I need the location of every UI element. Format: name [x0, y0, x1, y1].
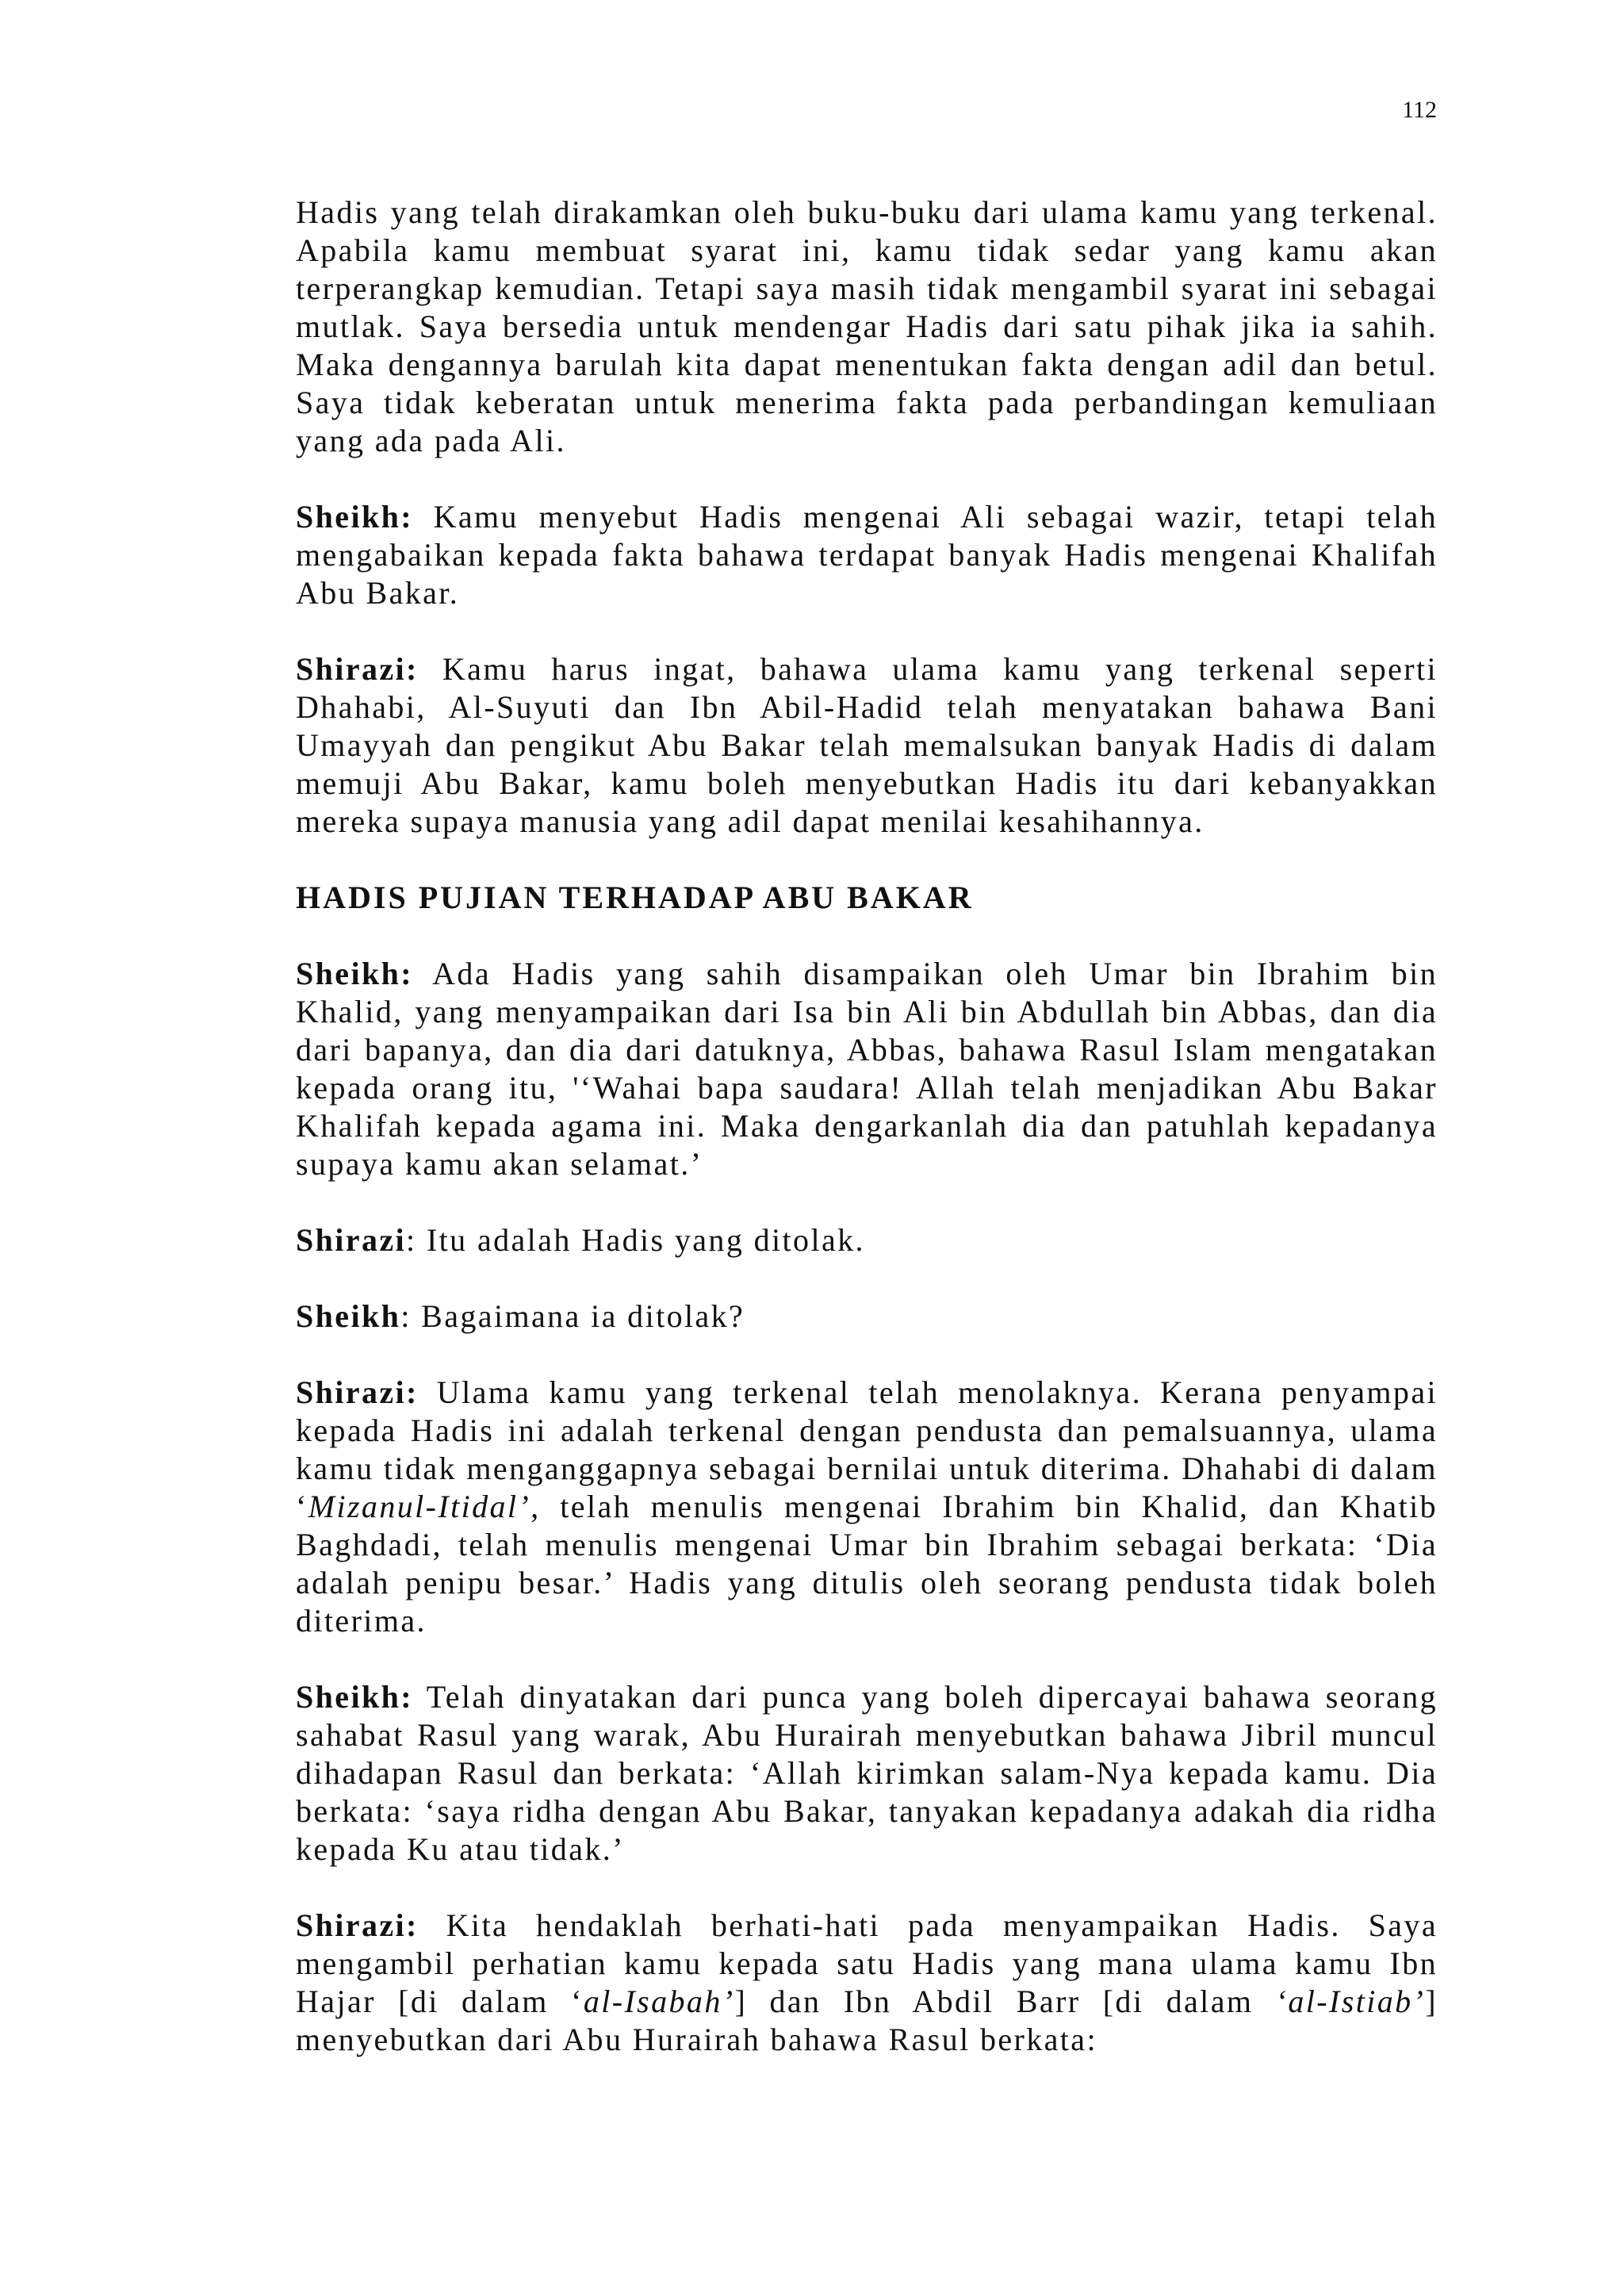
paragraph-4 [296, 955, 1438, 1183]
page-number: 112 [1402, 97, 1437, 123]
paragraph-5 [296, 1221, 1438, 1259]
paragraph-7 [296, 1374, 1438, 1640]
paragraph-text: ] menyebutkan dari Abu Hurairah bahawa Rasul berkata: [296, 1984, 1438, 2057]
section-heading: HADIS PUJIAN TERHADAP ABU BAKAR [296, 880, 974, 915]
book-title: al-Isabah’ [583, 1984, 735, 2019]
paragraph-3 [296, 650, 1438, 841]
paragraph-2 [296, 498, 1438, 612]
book-title: ‘al-Istiab’ [1275, 1984, 1426, 2019]
paragraph-text: Ulama kamu yang terkenal telah menolaknya. Kerana penyampai kepada Hadis ini adalah terkenal dengan pendusta dan pemalsuannya, ulama kamu tidak menganggapnya sebagai bernilai untuk diterima. Dhahabi di dalam ‘ [296, 1374, 1438, 1524]
paragraph-8 [296, 1678, 1438, 1869]
paragraph-9 [296, 1907, 1438, 2059]
paragraph-text: Ada Hadis yang sahih disampaikan oleh Umar bin Ibrahim bin Khalid, yang menyampaikan dari Isa bin Ali bin Abdullah bin Abbas, dan dia dari bapanya, dan dia dari datuknya, Abbas, bahawa Rasul Islam mengatakan kepada orang itu, '‘Wahai bapa saudara! Allah telah menjadikan Abu Bakar Khalifah kepada agama ini. Maka dengarkanlah dia dan patuhlah kepadanya supaya kamu akan selamat.’ [296, 956, 1438, 1182]
paragraph-text: Kamu harus ingat, bahawa ulama kamu yang terkenal seperti Dhahabi, Al-Suyuti dan Ibn Abil-Hadid telah menyatakan bahawa Bani Umayyah dan pengikut Abu Bakar telah memalsukan banyak Hadis di dalam memuji Abu Bakar, kamu boleh menyebutkan Hadis itu dari kebanyakkan mereka supaya manusia yang adil dapat menilai kesahihannya. [296, 651, 1438, 839]
speaker-label: Sheikh: [296, 499, 413, 535]
paragraph-text: Kita hendaklah berhati-hati pada menyampaikan Hadis. Saya mengambil perhatian kamu kepada satu Hadis yang mana ulama kamu Ibn Hajar [di dalam ‘ [296, 1907, 1438, 2019]
speaker-label: Sheikh: [296, 1679, 413, 1715]
speaker-label: Shirazi [296, 1222, 407, 1258]
speaker-label: Shirazi: [296, 651, 419, 687]
paragraph-text: Kamu menyebut Hadis mengenai Ali sebagai wazir, tetapi telah mengabaikan kepada fakta bahawa terdapat banyak Hadis mengenai Khalifah Abu Bakar. [296, 499, 1438, 611]
paragraph-1 [296, 194, 1438, 460]
paragraph-text: ] dan Ibn Abdil Barr [di dalam [734, 1984, 1276, 2019]
speaker-label: Sheikh [296, 1298, 401, 1334]
speaker-label: Shirazi: [296, 1374, 419, 1410]
speaker-label: Shirazi: [296, 1907, 419, 1943]
page-content [296, 194, 1438, 2097]
book-title: Mizanul-Itidal’ [308, 1489, 531, 1524]
paragraph-text: : Bagaimana ia ditolak? [400, 1298, 745, 1334]
paragraph-text: : Itu adalah Hadis yang ditolak. [406, 1222, 865, 1258]
paragraph-text: , telah menulis mengenai Ibrahim bin Khalid, dan Khatib Baghdadi, telah menulis mengenai Umar bin Ibrahim sebagai berkata: ‘Dia adalah penipu besar.’ Hadis yang ditulis oleh seorang pendusta tidak boleh diterima. [296, 1489, 1438, 1639]
speaker-label: Sheikh: [296, 956, 413, 991]
paragraph-text: Telah dinyatakan dari punca yang boleh dipercayai bahawa seorang sahabat Rasul yang warak, Abu Hurairah menyebutkan bahawa Jibril muncul dihadapan Rasul dan berkata: ‘Allah kirimkan salam-Nya kepada kamu. Dia berkata: ‘saya ridha dengan Abu Bakar, tanyakan kepadanya adakah dia ridha kepada Ku atau tidak.’ [296, 1679, 1438, 1867]
paragraph-text: Hadis yang telah dirakamkan oleh buku-buku dari ulama kamu yang terkenal. Apabila kamu membuat syarat ini, kamu tidak sedar yang kamu akan terperangkap kemudian. Tetapi saya masih tidak mengambil syarat ini sebagai mutlak. Saya bersedia untuk mendengar Hadis dari satu pihak jika ia sahih. Maka dengannya barulah kita dapat menentukan fakta dengan adil dan betul. Saya tidak keberatan untuk menerima fakta pada perbandingan kemuliaan yang ada pada Ali. [296, 194, 1438, 458]
paragraph-6 [296, 1297, 1438, 1336]
